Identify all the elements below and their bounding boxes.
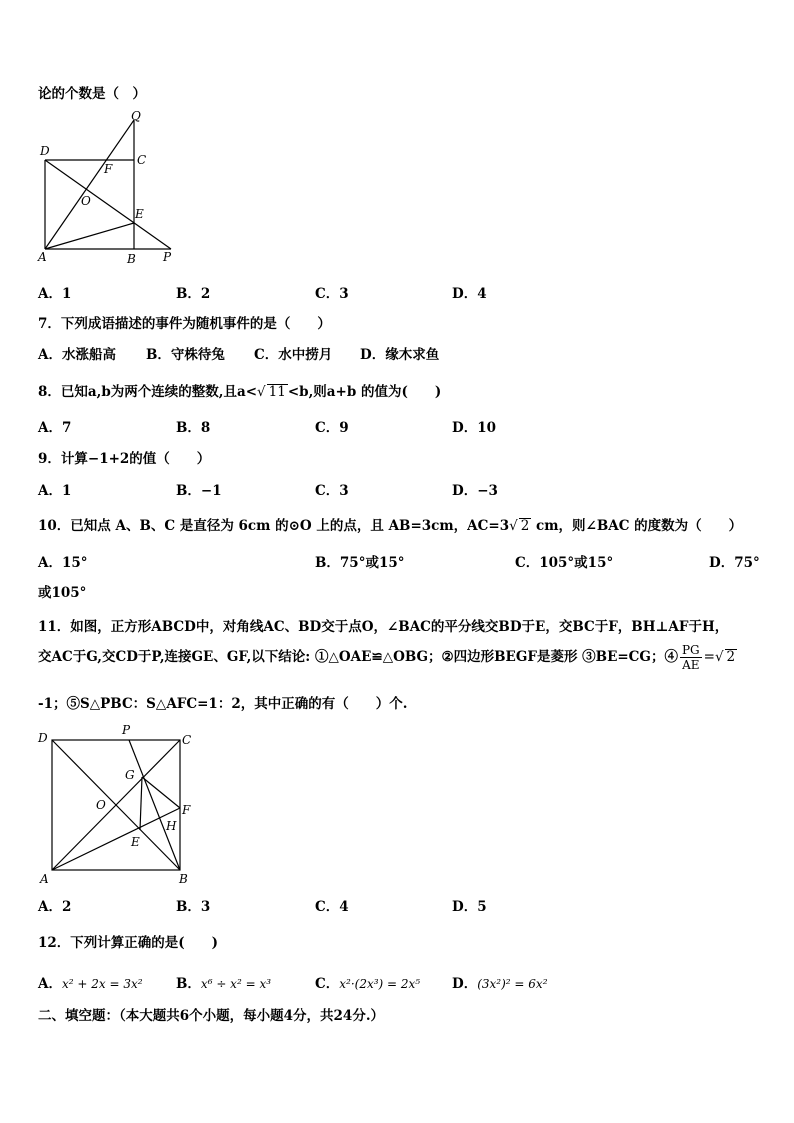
q9-option-b: B．−1 <box>176 483 222 499</box>
q12-option-b-expr: x⁶ ÷ x² = x³ <box>200 977 272 991</box>
q6-option-d: D．4 <box>452 286 487 302</box>
q10-option-c: C．105°或15° <box>515 555 614 571</box>
q6-option-c: C．3 <box>315 286 349 302</box>
q11-option-b: B．3 <box>176 899 211 915</box>
q6-figure <box>36 108 186 268</box>
q11-label-a: A <box>40 872 49 886</box>
q6-label-e: E <box>135 207 144 221</box>
q8-sqrt-symbol: √ <box>257 384 266 400</box>
q8-option-b: B．8 <box>176 420 211 436</box>
q11-label-c: C <box>182 733 192 747</box>
q11-label-p: P <box>122 723 131 737</box>
q7-option-c: C．水中捞月 <box>254 347 333 363</box>
q6-label-a: A <box>38 250 47 264</box>
q12-option-a-expr: x² + 2x = 3x² <box>61 977 143 991</box>
q11-label-d: D <box>38 731 48 745</box>
q11-line-2 <box>38 643 737 672</box>
q8-option-a: A．7 <box>38 420 72 436</box>
q8-stem <box>38 380 441 400</box>
q6-label-c: C <box>137 153 147 167</box>
q6-option-b: B．2 <box>176 286 211 302</box>
q10-option-a: A．15° <box>38 555 88 571</box>
q10-option-d-wrap: 或105° <box>38 585 87 601</box>
q7-option-d: D．缘木求鱼 <box>360 347 440 363</box>
q10-option-d: D．75° <box>709 555 760 571</box>
q11-radicand: 2 <box>726 649 736 665</box>
q11-sqrt-symbol: √ <box>714 649 724 665</box>
q11-label-h: H <box>166 819 177 833</box>
q9-option-c: C．3 <box>315 483 349 499</box>
q11-frac-den: AE <box>682 658 700 672</box>
q12-option-d-label: D． <box>452 976 478 992</box>
q12-option-c <box>315 972 420 992</box>
q11-line-1: 11．如图，正方形ABCD中，对角线AC、BD交于点O，∠BAC的平分线交BD于E，交BC于F，BH⊥AF于H， <box>38 619 729 635</box>
section-title: 二、填空题：（本大题共6个小题，每小题4分，共24分.） <box>38 1008 385 1024</box>
q11-figure <box>36 720 201 890</box>
q11-option-d: D．5 <box>452 899 487 915</box>
q10-sqrt-symbol: √ <box>509 518 518 534</box>
q6-option-a: A．1 <box>38 286 72 302</box>
q11-equals: = <box>703 649 715 665</box>
q8-stem-end: <b,则a+b 的值为( ) <box>287 384 442 400</box>
q7-stem: 7．下列成语描述的事件为随机事件的是（ ） <box>38 316 331 332</box>
q8-stem-start: 8．已知a,b为两个连续的整数,且a< <box>38 384 258 400</box>
q11-label-f: F <box>182 803 191 817</box>
q11-label-g: G <box>125 768 135 782</box>
q11-line-3: -1；⑤S△PBC：S△AFC=1：2，其中正确的有（ ）个. <box>38 696 408 712</box>
q11-option-c: C．4 <box>315 899 349 915</box>
q8-option-d: D．10 <box>452 420 496 436</box>
q6-label-q: Q <box>131 109 141 123</box>
q11-fraction <box>680 643 702 672</box>
q10-stem <box>38 514 742 534</box>
q7-option-a: A．水涨船高 <box>38 347 116 363</box>
q8-radicand: 11 <box>268 384 286 400</box>
q9-stem: 9．计算−1+2的值（ ） <box>38 451 211 467</box>
q7-option-b: B．守株待兔 <box>146 347 225 363</box>
q9-option-a: A．1 <box>38 483 72 499</box>
q12-option-d-expr: (3x²)² = 6x² <box>477 977 548 991</box>
q10-stem-end: cm，则∠BAC 的度数为（ ） <box>531 518 743 534</box>
q10-stem-start: 10．已知点 A、B、C 是直径为 6cm 的⊙O 上的点，且 AB=3cm，AC=3 <box>38 518 510 534</box>
q11-label-o: O <box>96 798 106 812</box>
q12-option-c-label: C． <box>315 976 340 992</box>
q11-label-e: E <box>131 835 140 849</box>
q11-line-2-text: 交AC于G,交CD于P,连接GE、GF,以下结论: ①△OAE≌△OBG；②四边形BEGF是菱形 ③BE=CG；④ <box>38 649 678 665</box>
q12-option-b <box>176 972 271 992</box>
q10-radicand: 2 <box>520 518 530 534</box>
q10-option-b: B．75°或15° <box>315 555 405 571</box>
q12-stem: 12．下列计算正确的是( ) <box>38 935 219 951</box>
q11-option-a: A．2 <box>38 899 72 915</box>
q8-option-c: C．9 <box>315 420 349 436</box>
q6-label-p: P <box>163 250 172 264</box>
q12-option-a <box>38 972 143 992</box>
q6-label-d: D <box>40 144 50 158</box>
q6-stem-tail: 论的个数是（ ） <box>38 86 146 102</box>
q6-label-b: B <box>127 252 136 266</box>
q12-option-b-label: B． <box>176 976 201 992</box>
q11-frac-num: PG <box>681 643 700 657</box>
q6-label-f: F <box>104 162 113 176</box>
q6-label-o: O <box>81 194 91 208</box>
q12-option-c-expr: x²·(2x³) = 2x⁵ <box>339 977 421 991</box>
q9-option-d: D．−3 <box>452 483 498 499</box>
q11-label-b: B <box>179 872 188 886</box>
q12-option-a-label: A． <box>38 976 62 992</box>
q12-option-d <box>452 972 548 992</box>
